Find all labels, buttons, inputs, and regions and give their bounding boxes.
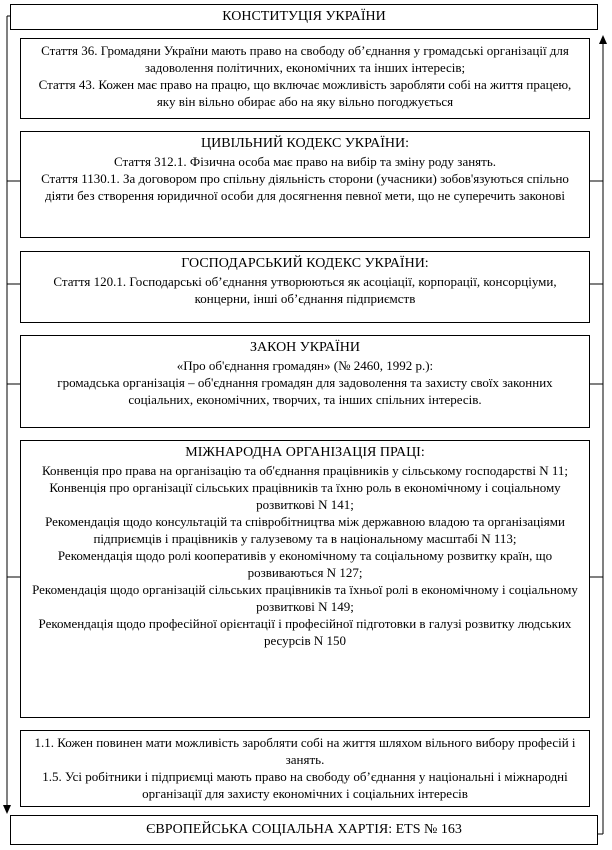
law-definition: громадська організація – об'єднання громадян для задоволення та захисту своїх законних соціальних, економічних, творчих, та інших спільних інтересів. xyxy=(57,375,553,407)
civil-code-article-312: Стаття 312.1. Фізична особа має право на вибір та зміну роду занять. xyxy=(113,154,497,169)
ilo-item: Рекомендація щодо ролі кооперативів у економічному та соціальному розвитку країн, що розвиваються N 127; xyxy=(57,548,553,580)
civil-code-article-1130: Стаття 1130.1. За договором про спільну діяльність сторони (учасники) зобов'язуються спільно діяти без створення юридичної особи для досягнення певної мети, що не суперечить законові xyxy=(41,171,569,203)
ilo-box xyxy=(20,440,590,718)
constitution-article-36: Стаття 36. Громадяни України мають право на свободу об’єднання у громадські організації для задоволення політичних, економічних та інших інтересів; xyxy=(41,43,569,75)
ilo-item: Рекомендація щодо консультацій та співробітництва між державною владою та організаціями підприємців і працівників у галузевому та в національному масштабі N 113; xyxy=(45,514,565,546)
ilo-item: Рекомендація щодо організацій сільських працівників та їхньої ролі в економічному і соціальному розвиткові N 149; xyxy=(32,582,578,614)
ilo-item: Конвенція про організації сільських працівників та їхню роль в економічному і соціальному розвиткові N 141; xyxy=(49,480,561,512)
commercial-code-box xyxy=(20,251,590,323)
law-heading: ЗАКОН УКРАЇНИ xyxy=(249,340,361,355)
ilo-item: Конвенція про права на організацію та об'єднання працівників у сільському господарстві N 11; xyxy=(41,463,569,478)
ilo-item: Рекомендація щодо професійної орієнтації і професійної підготовки в галузі розвитку людських ресурсів N 150 xyxy=(38,616,572,648)
civil-code-box xyxy=(20,131,590,238)
charter-title: ЄВРОПЕЙСЬКА СОЦІАЛЬНА ХАРТІЯ: ETS № 163 xyxy=(146,822,462,837)
charter-title-box xyxy=(10,815,598,845)
constitution-article-43: Стаття 43. Кожен має право на працю, що включає можливість заробляти собі на життя працею, яку він вільно обирає або на яку вільно погоджується xyxy=(38,77,572,109)
commercial-code-article-120: Стаття 120.1. Господарські об’єднання утворюються як асоціації, корпорації, консорціуми, концерни, інші об’єднання підприємств xyxy=(53,274,557,306)
constitution-title: КОНСТИТУЦІЯ УКРАЇНИ xyxy=(222,9,386,24)
law-title: «Про об'єднання громадян» (№ 2460, 1992 р.): xyxy=(176,358,434,373)
down-arrow-icon xyxy=(3,805,11,814)
civil-code-heading: ЦИВІЛЬНИЙ КОДЕКС УКРАЇНИ: xyxy=(200,136,410,151)
charter-article-1-1: 1.1. Кожен повинен мати можливість заробляти собі на життя шляхом вільного вибору професій і занять. xyxy=(34,735,576,767)
constitution-articles-box xyxy=(20,38,590,119)
commercial-code-heading: ГОСПОДАРСЬКИЙ КОДЕКС УКРАЇНИ: xyxy=(181,256,429,271)
law-box xyxy=(20,335,590,428)
constitution-title-box xyxy=(10,4,598,30)
ilo-heading: МІЖНАРОДНА ОРГАНІЗАЦІЯ ПРАЦІ: xyxy=(185,445,425,460)
up-arrow-icon xyxy=(599,35,607,44)
charter-article-1-5: 1.5. Усі робітники і підприємці мають право на свободу об’єднання у національні і міжнародні організації для захисту економічних і соціальних інтересів xyxy=(42,769,568,801)
charter-articles-box xyxy=(20,730,590,807)
